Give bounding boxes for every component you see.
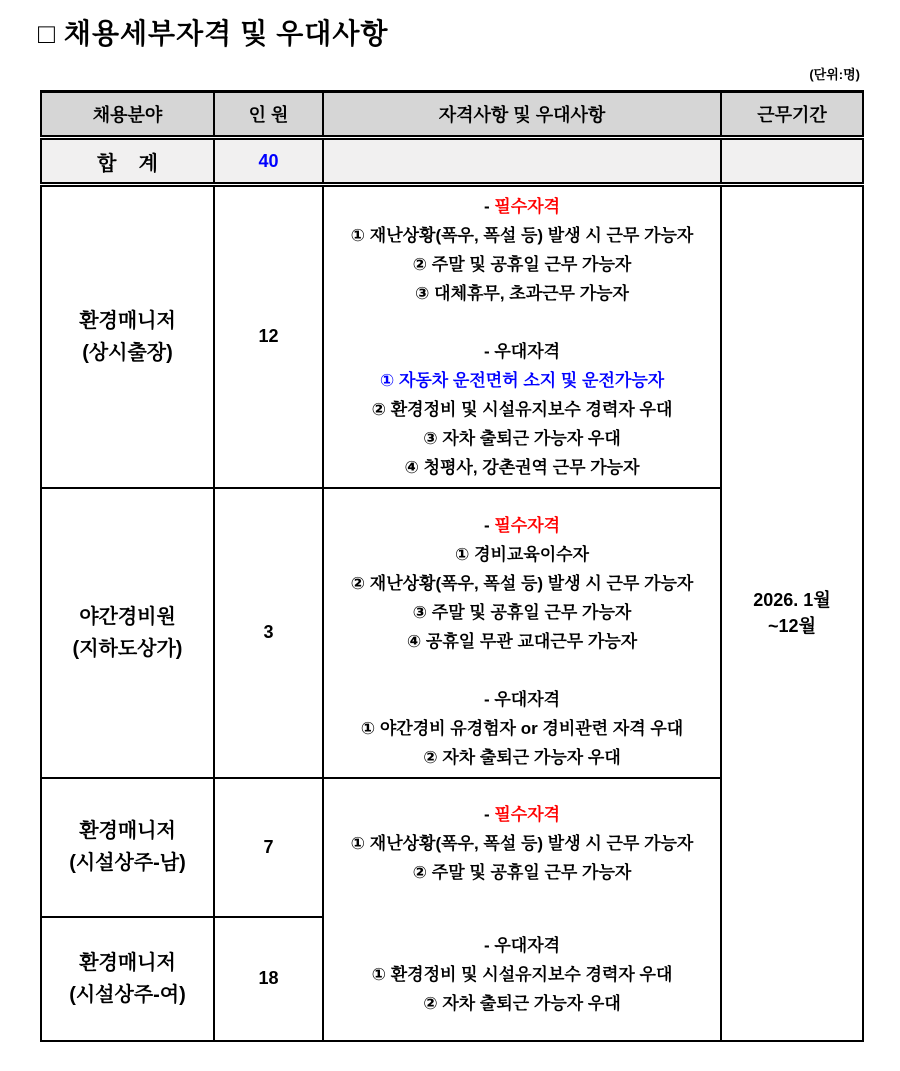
- field-name: 환경매니저: [79, 309, 176, 332]
- field-name: 야간경비원: [79, 605, 176, 628]
- field-subname: (지하도상가): [72, 637, 183, 660]
- dash-bullet: -: [483, 196, 490, 216]
- qual-item: ① 야간경비 유경험자 or 경비관련 자격 우대: [360, 719, 684, 738]
- field-subname: (시설상주-남): [69, 852, 186, 874]
- header-work-period: 근무기간: [721, 92, 863, 138]
- field-cell-env-manager-female: [41, 917, 214, 1041]
- total-count: 40: [214, 138, 323, 185]
- qual-item-highlighted: ① 자동차 운전면허 소지 및 운전가능자: [379, 370, 665, 390]
- total-label: 합 계: [41, 138, 214, 185]
- qual-item: ④ 공휴일 무관 교대근무 가능자: [406, 632, 638, 651]
- dash-bullet: -: [483, 805, 490, 824]
- qual-item: ② 자차 출퇴근 가능자 우대: [423, 748, 621, 767]
- field-name: 환경매니저: [79, 820, 176, 842]
- dash-bullet: -: [483, 516, 490, 535]
- required-quals-heading: [324, 192, 720, 221]
- field-name: 환경매니저: [79, 951, 176, 974]
- headcount-cell: 7: [214, 778, 323, 917]
- qual-item: ① 경비교육이수자: [454, 545, 590, 564]
- dash-bullet: -: [483, 341, 490, 361]
- field-cell-night-guard: [41, 488, 214, 778]
- work-period-line1: 2026. 1월: [753, 590, 831, 611]
- qualifications-cell: [323, 488, 721, 778]
- required-quals-heading: [324, 511, 720, 540]
- field-subname: (시설상주-여): [69, 983, 186, 1006]
- required-quals-heading-text: 필수자격: [494, 516, 561, 535]
- qual-item: ② 자차 출퇴근 가능자 우대: [423, 994, 621, 1013]
- headcount-cell: 18: [214, 917, 323, 1041]
- total-row: [41, 138, 863, 185]
- dash-bullet: -: [483, 690, 490, 709]
- qual-item: ① 환경정비 및 시설유지보수 경력자 우대: [371, 965, 673, 984]
- qual-item: ② 주말 및 공휴일 근무 가능자: [412, 254, 632, 274]
- preferred-quals-heading-text: 우대자격: [494, 936, 561, 955]
- qual-item: ② 주말 및 공휴일 근무 가능자: [412, 863, 632, 882]
- preferred-quals-heading-text: 우대자격: [494, 690, 561, 709]
- qual-item: ④ 청평사, 강촌권역 근무 가능자: [404, 457, 640, 477]
- field-cell-env-manager-male: [41, 778, 214, 917]
- preferred-quals-heading-text: 우대자격: [494, 341, 561, 361]
- total-period-empty-cell: [721, 138, 863, 185]
- unit-note: (단위:명): [809, 67, 860, 82]
- preferred-quals-heading: [324, 685, 720, 714]
- preferred-quals-heading: [324, 337, 720, 366]
- preferred-quals-heading: [324, 931, 720, 960]
- qual-item: ③ 대체휴무, 초과근무 가능자: [415, 283, 629, 303]
- dash-bullet: -: [483, 936, 490, 955]
- table-row: [41, 185, 863, 488]
- qual-item: ① 재난상황(폭우, 폭설 등) 발생 시 근무 가능자: [350, 225, 694, 245]
- qual-item: ② 재난상황(폭우, 폭설 등) 발생 시 근무 가능자: [350, 574, 694, 593]
- total-qualifications-empty-cell: [323, 138, 721, 185]
- qual-item: ③ 자차 출퇴근 가능자 우대: [423, 428, 621, 448]
- header-recruit-field: 채용분야: [41, 92, 214, 138]
- headcount-cell: 3: [214, 488, 323, 778]
- qual-item: ③ 주말 및 공휴일 근무 가능자: [412, 603, 632, 622]
- field-cell-env-manager-dispatch: [41, 185, 214, 488]
- header-headcount: 인 원: [214, 92, 323, 138]
- recruitment-qualifications-table: [40, 90, 864, 1042]
- field-subname: (상시출장): [82, 341, 173, 364]
- qualifications-cell: [323, 185, 721, 488]
- required-quals-heading: [324, 800, 720, 829]
- header-qualifications: 자격사항 및 우대사항: [323, 92, 721, 138]
- qual-item: ① 재난상황(폭우, 폭설 등) 발생 시 근무 가능자: [350, 834, 694, 853]
- qualifications-cell-merged: [323, 778, 721, 1041]
- required-quals-heading-text: 필수자격: [494, 196, 561, 216]
- qual-item: ② 환경정비 및 시설유지보수 경력자 우대: [371, 399, 673, 419]
- headcount-cell: 12: [214, 185, 323, 488]
- required-quals-heading-text: 필수자격: [494, 805, 561, 824]
- table-header-row: [41, 92, 863, 138]
- work-period-line2: ~12월: [768, 616, 816, 637]
- page-title: □ 채용세부자격 및 우대사항: [38, 19, 389, 50]
- work-period-cell: [721, 185, 863, 1041]
